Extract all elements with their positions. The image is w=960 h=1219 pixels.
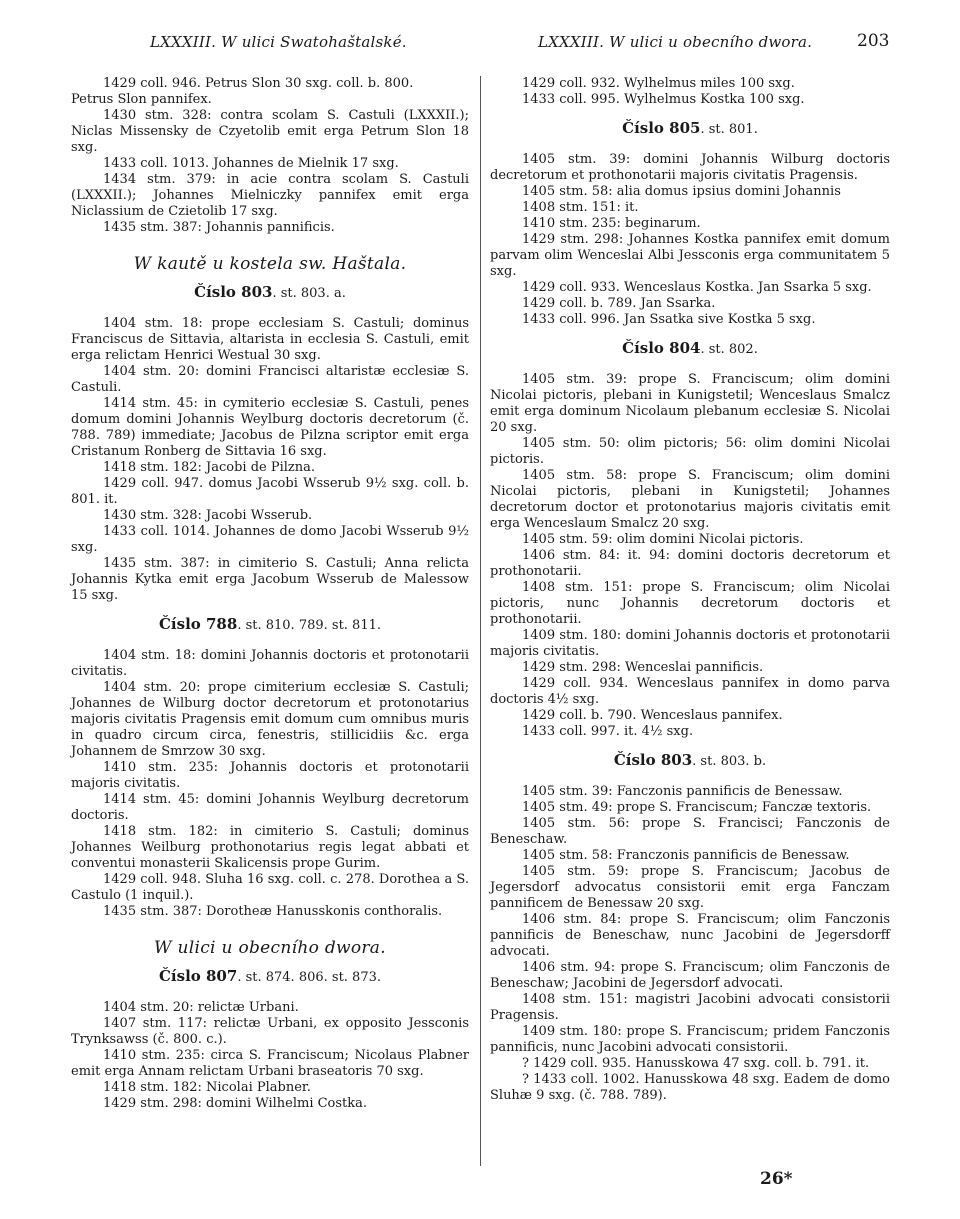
parcel-number: Číslo 803 [613,751,693,769]
record-entry: 1410 stm. 235: beginarum. [522,216,701,231]
record-entry: Petrus Slon pannifex. [71,92,212,107]
parcel-heading [71,616,469,634]
record-entry: 1404 stm. 18: prope ecclesiam S. Castuli; dominus Franciscus de Sittavia, altarista in ecclesia S. Castuli, emit erga relictam Henrici Westual 30 sxg. [71,316,469,363]
parcel-reference: . st. 801. [700,122,758,137]
parcel-heading [71,968,469,986]
record-entry: 1435 stm. 387: Dorotheæ Hanusskonis conthoralis. [103,904,443,919]
record-entry: 1433 coll. 997. it. 4½ sxg. [522,724,694,739]
record-entry: 1408 stm. 151: prope S. Franciscum; olim Nicolai pictoris, nunc Johannis decretorum doctoris et prothonotarii. [490,580,890,627]
record-entry: 1404 stm. 20: relictæ Urbani. [103,1000,299,1015]
record-entry: 1429 coll. 948. Sluha 16 sxg. coll. c. 278. Dorothea a S. Castulo (1 inquil.). [71,872,469,903]
record-entry: 1433 coll. 1014. Johannes de domo Jacobi Wsserub 9½ sxg. [71,524,469,555]
record-entry: 1405 stm. 58: Franczonis pannificis de Benessaw. [522,848,850,863]
record-entry: 1430 stm. 328: contra scolam S. Castuli (LXXXII.); Niclas Missensky de Czyetolib emit erga Petrum Slon 18 sxg. [71,108,469,155]
record-entry: 1414 stm. 45: in cymiterio ecclesiæ S. Castuli, penes domum domini Johannis Weylburg doctoris decretorum (č. 788. 789) immediate; Jacobus de Pilzna scriptor emit erga Cristanum Ronberg de Sittavia 16 sxg. [71,396,469,459]
record-entry: 1435 stm. 387: in cimiterio S. Castuli; Anna relicta Johannis Kytka emit erga Jacobum Wsserub de Malessow 15 sxg. [71,556,469,603]
record-entry: 1433 coll. 996. Jan Ssatka sive Kostka 5 sxg. [522,312,816,327]
record-entry: 1429 stm. 298: Johannes Kostka pannifex emit domum parvam olim Wenceslai Albi Jessconis erga communitatem 5 sxg. [490,232,890,279]
record-entry: 1405 stm. 49: prope S. Franciscum; Fanczæ textoris. [522,800,872,815]
record-entry: 1430 stm. 328: Jacobi Wsserub. [103,508,313,523]
parcel-heading [490,120,890,138]
record-entry: 1406 stm. 84: prope S. Franciscum; olim Fanczonis pannificis de Beneschaw, nunc Jacobini de Jegersdorff advocati. [490,912,890,959]
record-entry: 1404 stm. 20: domini Francisci altaristæ ecclesiæ S. Castuli. [71,364,469,395]
record-entry: 1405 stm. 59: olim domini Nicolai pictoris. [522,532,804,547]
running-head-right: LXXXIII. W ulici u obecního dwora. [538,33,813,51]
section-heading: W kautě u kostela sw. Haštala. [133,254,407,274]
record-entry: 1405 stm. 58: alia domus ipsius domini Johannis [522,184,841,199]
parcel-number: Číslo 805 [622,119,701,137]
record-entry: 1410 stm. 235: Johannis doctoris et protonotarii majoris civitatis. [71,760,469,791]
record-entry: ? 1433 coll. 1002. Hanusskowa 48 sxg. Eadem de domo Sluhæ 9 sxg. (č. 788. 789). [490,1072,890,1103]
column-divider [480,76,481,1166]
record-entry: 1435 stm. 387: Johannis pannificis. [103,220,335,235]
parcel-number: Číslo 807 [158,967,238,985]
parcel-heading [490,752,890,770]
parcel-reference: . st. 810. 789. st. 811. [237,618,381,633]
record-entry: 1429 coll. 947. domus Jacobi Wsserub 9½ sxg. coll. b. 801. it. [71,476,469,507]
record-entry: 1434 stm. 379: in acie contra scolam S. Castuli (LXXXII.); Johannes Mielniczky pannifex emit erga Niclassium de Czietolib 17 sxg. [71,172,469,219]
record-entry: 1405 stm. 39: prope S. Franciscum; olim domini Nicolai pictoris, plebani in Kunigstetil; Wenceslaus Smalcz emit erga dominum Nicolaum plebanum ecclesiæ S. Nicolai 20 sxg. [490,372,890,435]
record-entry: 1429 coll. 934. Wenceslaus pannifex in domo parva doctoris 4½ sxg. [490,676,890,707]
record-entry: 1408 stm. 151: it. [522,200,639,215]
parcel-reference: . st. 803. b. [692,754,767,769]
record-entry: 1410 stm. 235: circa S. Franciscum; Nicolaus Plabner emit erga Annam relictam Urbani braseatoris 70 sxg. [71,1048,469,1079]
record-entry: 1418 stm. 182: Nicolai Plabner. [103,1080,311,1095]
parcel-reference: . st. 802. [700,342,758,357]
left-column [71,76,469,1112]
parcel-reference: . st. 803. a. [272,286,346,301]
record-entry: 1429 coll. b. 790. Wenceslaus pannifex. [522,708,783,723]
record-entry: 1429 coll. 932. Wylhelmus miles 100 sxg. [522,76,795,91]
parcel-number: Číslo 788 [158,615,238,633]
record-entry: 1405 stm. 58: prope S. Franciscum; olim domini Nicolai pictoris, plebani in Kunigstetil; Johannes decretorum doctor et protonotarius majoris civitatis emit erga Wenceslaum Smalcz 20 sxg. [490,468,890,531]
section-heading: W ulici u obecního dwora. [154,938,386,958]
record-entry: 1405 stm. 39: Fanczonis pannificis de Benessaw. [522,784,843,799]
record-entry: 1429 stm. 298: domini Wilhelmi Costka. [103,1096,368,1111]
record-entry: 1433 coll. 1013. Johannes de Mielnik 17 sxg. [103,156,399,171]
record-entry: 1406 stm. 94: prope S. Franciscum; olim Fanczonis de Beneschaw; Jacobini de Jegersdorf advocati. [490,960,890,991]
signature-mark: 26* [760,1169,793,1189]
record-entry: 1429 coll. b. 789. Jan Ssarka. [522,296,716,311]
record-entry: 1429 coll. 946. Petrus Slon 30 sxg. coll. b. 800. [103,76,414,91]
record-entry: 1433 coll. 995. Wylhelmus Kostka 100 sxg. [522,92,805,107]
record-entry: 1429 coll. 933. Wenceslaus Kostka. Jan Ssarka 5 sxg. [522,280,872,295]
running-head-left: LXXXIII. W ulici Swatohaštalské. [150,33,407,51]
parcel-number: Číslo 803 [194,283,273,301]
parcel-heading [71,284,469,302]
record-entry: 1414 stm. 45: domini Johannis Weylburg decretorum doctoris. [71,792,469,823]
record-entry: 1404 stm. 20: prope cimiterium ecclesiæ S. Castuli; Johannes de Wilburg doctor decretorum et protonotarius majoris civitatis Pragensis emit domum cum omnibus muris in quadro circum circa, fenestris, stillicidiis &c. erga Johannem de Smrzow 30 sxg. [71,680,469,759]
right-column [490,76,890,1104]
record-entry: ? 1429 coll. 935. Hanusskowa 47 sxg. coll. b. 791. it. [522,1056,870,1071]
record-entry: 1406 stm. 84: it. 94: domini doctoris decretorum et prothonotarii. [490,548,890,579]
record-entry: 1409 stm. 180: prope S. Franciscum; pridem Fanczonis pannificis, nunc Jacobini advocati consistorii. [490,1024,890,1055]
page-number: 203 [857,31,890,51]
record-entry: 1407 stm. 117: relictæ Urbani, ex opposito Jessconis Trynksawss (č. 800. c.). [71,1016,469,1047]
parcel-number: Číslo 804 [622,339,701,357]
parcel-heading [490,340,890,358]
running-head [0,31,960,56]
record-entry: 1409 stm. 180: domini Johannis doctoris et protonotarii majoris civitatis. [490,628,890,659]
record-entry: 1405 stm. 50: olim pictoris; 56: olim domini Nicolai pictoris. [490,436,890,467]
record-entry: 1405 stm. 39: domini Johannis Wilburg doctoris decretorum et prothonotarii majoris civitatis Pragensis. [490,152,890,183]
record-entry: 1418 stm. 182: Jacobi de Pilzna. [103,460,316,475]
parcel-reference: . st. 874. 806. st. 873. [237,970,381,985]
record-entry: 1429 stm. 298: Wenceslai pannificis. [522,660,764,675]
record-entry: 1404 stm. 18: domini Johannis doctoris et protonotarii civitatis. [71,648,469,679]
record-entry: 1408 stm. 151: magistri Jacobini advocati consistorii Pragensis. [490,992,890,1023]
record-entry: 1405 stm. 59: prope S. Franciscum; Jacobus de Jegersdorf advocatus consistorii emit erga Fanczam pannificem de Benessaw 20 sxg. [490,864,890,911]
record-entry: 1405 stm. 56: prope S. Francisci; Fanczonis de Beneschaw. [490,816,890,847]
record-entry: 1418 stm. 182: in cimiterio S. Castuli; dominus Johannes Weilburg prothonotarius regis legat abbati et conventui monasterii Skalicensis prope Gurim. [71,824,469,871]
